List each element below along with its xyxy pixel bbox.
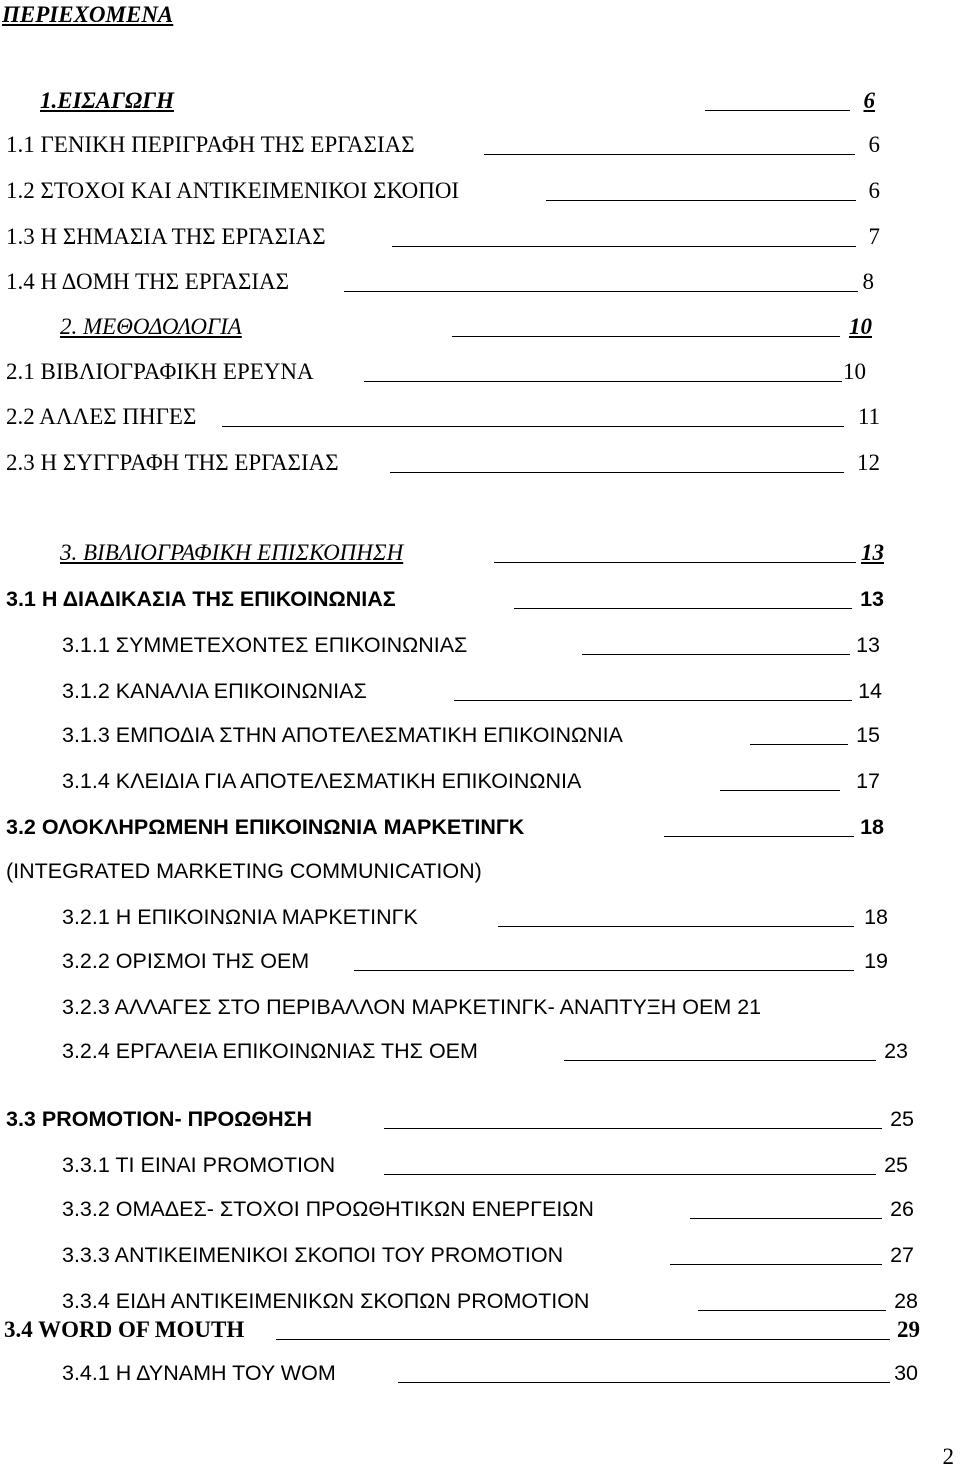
toc-entry xyxy=(6,357,866,387)
toc-entry xyxy=(60,538,884,568)
toc-leader-line xyxy=(452,312,840,342)
toc-leader-line xyxy=(364,357,842,387)
toc-entry-page: 6 xyxy=(868,178,880,203)
toc-entry-label: 2.2 ΑΛΛΕΣ ΠΗΓΕΣ xyxy=(6,404,197,429)
toc-leader-line xyxy=(484,130,855,160)
toc-heading: ΠΕΡΙΕΧΟΜΕΝΑ xyxy=(2,2,174,27)
toc-entry-page: 29 xyxy=(897,1317,920,1342)
toc-entry-label: 1.ΕΙΣΑΓΩΓΗ xyxy=(40,88,174,113)
toc-entry-page: 28 xyxy=(894,1289,918,1313)
toc-entry-page: 19 xyxy=(864,949,888,973)
toc-entry-label: 3.3.3 ΑΝΤΙΚΕΙΜΕΝΙΚΟΙ ΣΚΟΠΟΙ ΤΟΥ PROMOTION xyxy=(62,1243,564,1267)
toc-leader-line xyxy=(750,720,848,750)
toc-entry-label: 3.1.1 ΣΥΜΜΕΤΕΧΟΝΤΕΣ ΕΠΙΚΟΙΝΩΝΙΑΣ xyxy=(62,633,468,657)
toc-entry xyxy=(62,946,888,976)
toc-entry-page: 11 xyxy=(857,404,880,429)
toc-leader-line xyxy=(390,448,844,478)
toc-entry-label: 3.2.1 Η ΕΠΙΚΟΙΝΩΝΙΑ ΜΑΡΚΕΤΙΝΓΚ xyxy=(62,905,418,929)
toc-leader-line xyxy=(705,86,850,116)
toc-entry xyxy=(6,584,884,614)
toc-entry-page: 14 xyxy=(858,679,882,703)
toc-entry-label: 3.3.4 ΕΙΔΗ ΑΝΤΙΚΕΙΜΕΝΙΚΩΝ ΣΚΟΠΩΝ PROMOTION xyxy=(62,1289,590,1313)
toc-entry-label: 3.4 WORD OF MOUTH xyxy=(4,1317,245,1342)
toc-entry-label: 3.1.2 ΚΑΝΑΛΙΑ ΕΠΙΚΟΙΝΩΝΙΑΣ xyxy=(62,679,367,703)
toc-entry xyxy=(6,1104,914,1134)
toc-entry-label: 3.3 PROMOTION- ΠΡΟΩΘΗΣΗ xyxy=(6,1107,313,1131)
toc-entry-page: 13 xyxy=(861,540,884,565)
toc-entry-page: 18 xyxy=(860,815,884,839)
toc-entry-label: 3.3.2 ΟΜΑΔΕΣ- ΣΤΟΧΟΙ ΠΡΟΩΘΗΤΙΚΩΝ ΕΝΕΡΓΕΙΩΝ xyxy=(62,1197,594,1221)
toc-entry xyxy=(6,176,880,206)
toc-entry-label: 3. ΒΙΒΛΙΟΓΡΑΦΙΚΗ ΕΠΙΣΚΟΠΗΣΗ xyxy=(60,540,404,565)
toc-entry xyxy=(40,86,875,116)
toc-entry-page: 8 xyxy=(862,269,874,294)
toc-leader-line xyxy=(546,176,856,206)
toc-leader-line xyxy=(454,676,852,706)
toc-entry-page: 30 xyxy=(894,1361,918,1385)
toc-entry xyxy=(62,1150,908,1180)
toc-entry-label: 1.2 ΣΤΟΧΟΙ ΚΑΙ ΑΝΤΙΚΕΙΜΕΝΙΚΟΙ ΣΚΟΠΟΙ xyxy=(6,178,460,203)
toc-entry-page: 17 xyxy=(856,769,880,793)
toc-entry xyxy=(6,267,874,297)
toc-entry xyxy=(6,130,880,160)
toc-entry-label: 2. ΜΕΘΟΔΟΛΟΓΙΑ xyxy=(60,314,242,339)
toc-leader-line xyxy=(384,1150,876,1180)
toc-entry-page: 13 xyxy=(856,633,880,657)
toc-entry-label: 3.2.4 ΕΡΓΑΛΕΙΑ ΕΠΙΚΟΙΝΩΝΙΑΣ ΤΗΣ ΟΕΜ xyxy=(62,1039,478,1063)
toc-entry xyxy=(6,856,606,886)
toc-entry-page: 7 xyxy=(868,224,880,249)
toc-entry-label: 2.1 ΒΙΒΛΙΟΓΡΑΦΙΚΗ ΕΡΕΥΝΑ xyxy=(6,359,314,384)
toc-entry-label: 3.1 Η ΔΙΑΔΙΚΑΣΙΑ ΤΗΣ ΕΠΙΚΟΙΝΩΝΙΑΣ xyxy=(6,587,396,611)
toc-entry-page: 13 xyxy=(860,587,884,611)
toc-entry-page: 10 xyxy=(849,314,872,339)
toc-leader-line xyxy=(384,1104,882,1134)
toc-entry xyxy=(4,1315,920,1345)
toc-entry-page: 25 xyxy=(884,1153,908,1177)
toc-entry-page: 10 xyxy=(843,359,866,384)
toc-entry xyxy=(62,630,880,660)
toc-leader-line xyxy=(582,630,850,660)
toc-entry-label: 1.4 Η ΔΟΜΗ ΤΗΣ ΕΡΓΑΣΙΑΣ xyxy=(6,269,289,294)
toc-leader-line xyxy=(354,946,854,976)
toc-entry-label: 3.4.1 Η ΔΥΝΑΜΗ ΤΟΥ WOM xyxy=(62,1361,336,1385)
toc-entry-page: 12 xyxy=(857,450,880,475)
toc-entry-label: (INTEGRATED MARKETING COMMUNICATION) xyxy=(6,859,482,883)
toc-entry-page: 23 xyxy=(884,1039,908,1063)
toc-leader-line xyxy=(664,812,854,842)
toc-entry-label: 2.3 Η ΣΥΓΓΡΑΦΗ ΤΗΣ ΕΡΓΑΣΙΑΣ xyxy=(6,450,339,475)
page-number: 2 xyxy=(942,1444,954,1469)
toc-entry-page: 25 xyxy=(890,1107,914,1131)
toc-entry-label: 3.2.3 ΑΛΛΑΓΕΣ ΣΤΟ ΠΕΡΙΒΑΛΛΟΝ ΜΑΡΚΕΤΙΝΓΚ- ΑΝΑΠΤΥΞΗ ΟΕΜ 21 xyxy=(62,995,762,1019)
toc-entry-page: 6 xyxy=(863,88,875,113)
toc-leader-line xyxy=(392,222,856,252)
toc-entry-label: 3.3.1 ΤΙ ΕΙΝΑΙ PROMOTION xyxy=(62,1153,336,1177)
toc-entry xyxy=(62,766,880,796)
toc-entry xyxy=(6,402,880,432)
toc-entry xyxy=(62,1036,908,1066)
toc-entry-label: 3.2.2 ΟΡΙΣΜΟΙ ΤΗΣ ΟΕΜ xyxy=(62,949,310,973)
toc-entry xyxy=(62,676,882,706)
toc-leader-line xyxy=(564,1036,876,1066)
toc-entry-page: 18 xyxy=(864,905,888,929)
toc-entry-label: 3.1.4 ΚΛΕΙΔΙΑ ΓΙΑ ΑΠΟΤΕΛΕΣΜΑΤΙΚΗ ΕΠΙΚΟΙΝΩΝΙΑ xyxy=(62,769,582,793)
toc-leader-line xyxy=(498,902,854,932)
toc-entry xyxy=(62,1194,914,1224)
toc-leader-line xyxy=(670,1240,882,1270)
toc-entry xyxy=(62,1240,914,1270)
toc-entry xyxy=(62,992,922,1022)
toc-leader-line xyxy=(720,766,840,796)
toc-entry xyxy=(6,222,880,252)
toc-leader-line xyxy=(514,584,852,614)
toc-leader-line xyxy=(276,1315,890,1345)
toc-entry xyxy=(62,720,880,750)
toc-entry-page: 27 xyxy=(890,1243,914,1267)
toc-entry-page: 15 xyxy=(856,723,880,747)
toc-leader-line xyxy=(494,538,856,568)
toc-entry xyxy=(62,902,888,932)
toc-entry-label: 1.1 ΓΕΝΙΚΗ ΠΕΡΙΓΡΑΦΗ ΤΗΣ ΕΡΓΑΣΙΑΣ xyxy=(6,132,415,157)
toc-entry-label: 3.1.3 ΕΜΠΟΔΙΑ ΣΤΗΝ ΑΠΟΤΕΛΕΣΜΑΤΙΚΗ ΕΠΙΚΟΙΝΩΝΙΑ xyxy=(62,723,623,747)
toc-entry xyxy=(6,812,884,842)
toc-entry-label: 3.2 ΟΛΟΚΛΗΡΩΜΕΝΗ ΕΠΙΚΟΙΝΩΝΙΑ ΜΑΡΚΕΤΙΝΓΚ xyxy=(6,815,525,839)
toc-entry xyxy=(62,1358,918,1388)
toc-entry-page: 26 xyxy=(890,1197,914,1221)
toc-entry xyxy=(62,1286,918,1316)
toc-leader-line xyxy=(344,267,858,297)
toc-leader-line xyxy=(690,1194,882,1224)
toc-leader-line xyxy=(222,402,844,432)
toc-entry xyxy=(60,312,872,342)
toc-entry-page: 6 xyxy=(868,132,880,157)
toc-entry-label: 1.3 Η ΣΗΜΑΣΙΑ ΤΗΣ ΕΡΓΑΣΙΑΣ xyxy=(6,224,326,249)
toc-leader-line xyxy=(698,1286,886,1316)
toc-leader-line xyxy=(398,1358,890,1388)
toc-entry xyxy=(6,448,880,478)
